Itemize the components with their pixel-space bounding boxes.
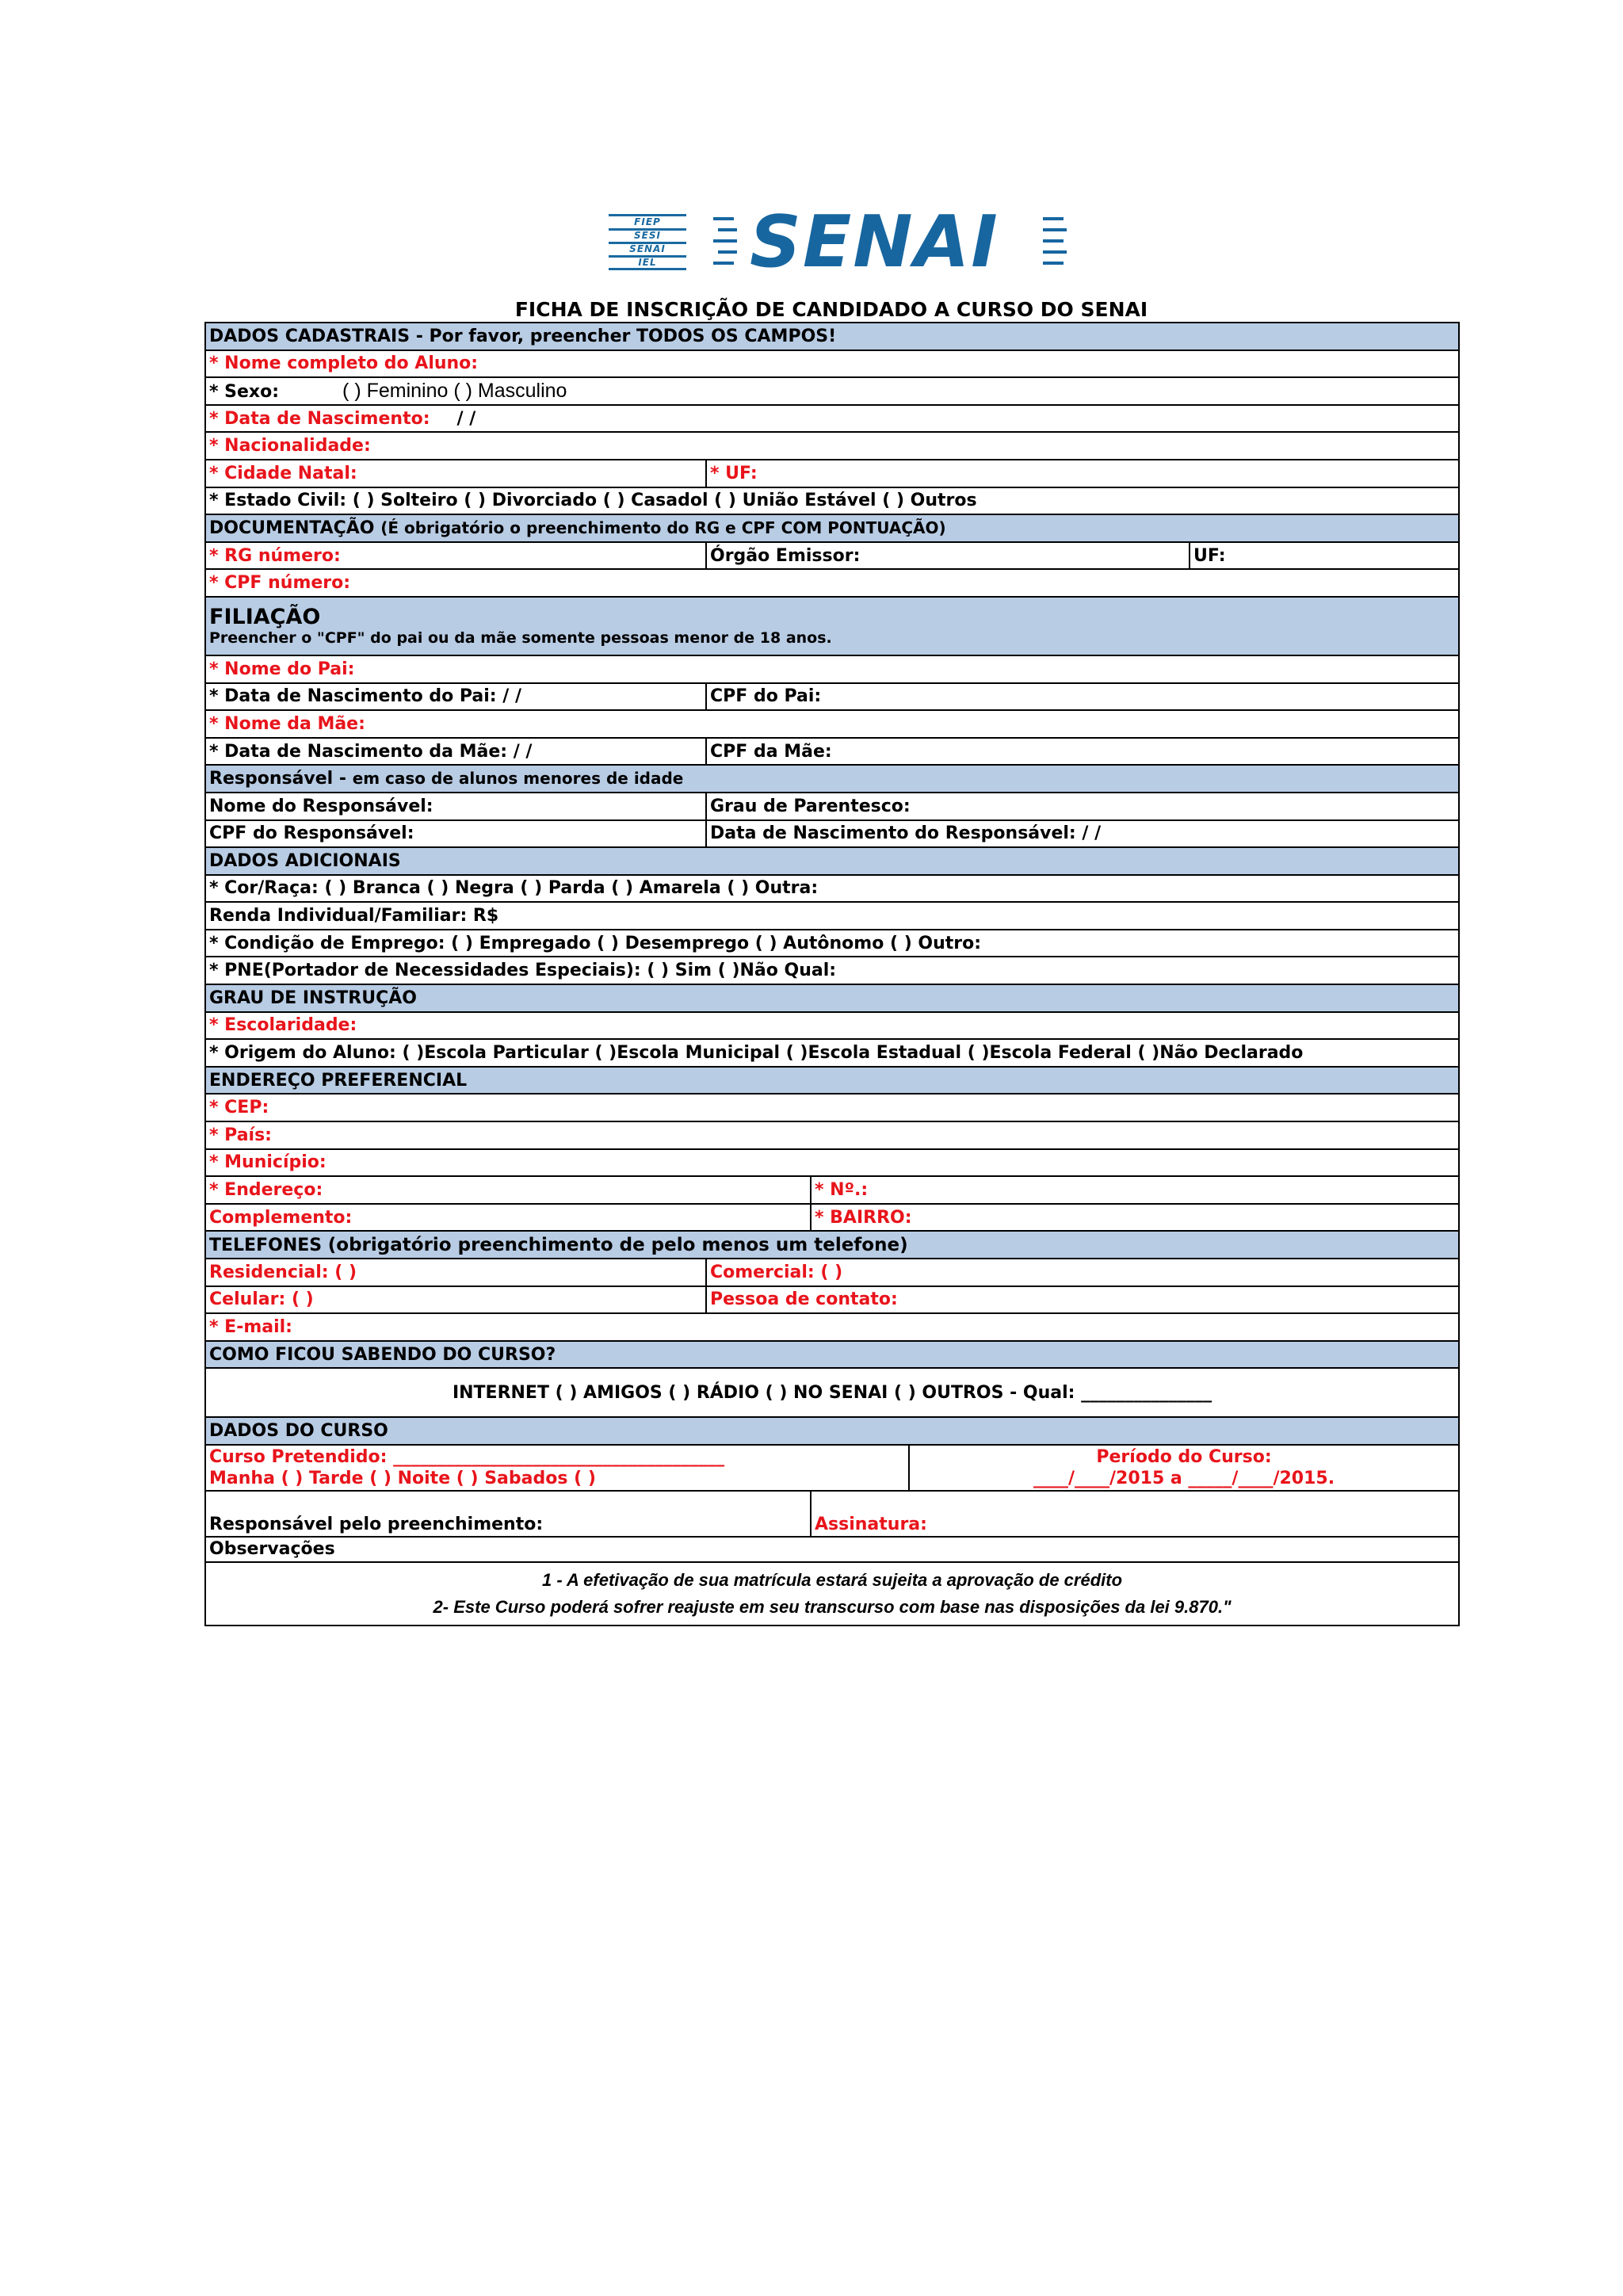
field-nascimento-pai[interactable]: * Data de Nascimento do Pai: / / [205, 683, 706, 711]
form-title: FICHA DE INSCRIÇÃO DE CANDIDADO A CURSO DO SENAI [514, 298, 1148, 321]
field-origem-aluno[interactable]: * Origem do Aluno: ( )Escola Particular ( )Escola Municipal ( )Escola Estadual ( )Escola Federal ( )Não Declarado [205, 1039, 1459, 1067]
note-2: 2- Este Curso poderá sofrer reajuste em seu transcurso com base nas disposições da lei 9.870." [433, 1596, 1232, 1617]
fiep-sesi-senai-iel-logo [609, 214, 686, 269]
field-escolaridade[interactable]: * Escolaridade: [205, 1012, 1459, 1040]
field-municipio[interactable]: * Município: [205, 1149, 1459, 1177]
logo-line-sesi: SESI [634, 230, 661, 241]
field-cpf-pai[interactable]: CPF do Pai: [706, 683, 1459, 711]
field-sexo[interactable] [205, 377, 1459, 405]
field-telefone-celular[interactable]: Celular: ( ) [205, 1286, 706, 1314]
field-data-nascimento[interactable] [205, 405, 1459, 433]
logo-line-senai: SENAI [629, 243, 666, 254]
section-filiacao [205, 597, 1459, 655]
field-pne[interactable]: * PNE(Portador de Necessidades Especiais): ( ) Sim ( )Não Qual: [205, 957, 1459, 984]
filiacao-subtitle: Preencher o "CPF" do pai ou da mãe somente pessoas menor de 18 anos. [209, 628, 832, 647]
field-rg-uf[interactable]: UF: [1190, 542, 1459, 570]
field-pessoa-contato[interactable]: Pessoa de contato: [706, 1286, 1459, 1314]
field-bairro[interactable]: * BAIRRO: [811, 1204, 1459, 1232]
field-cep[interactable]: * CEP: [205, 1094, 1459, 1121]
telefones-note: (obrigatório preenchimento de pelo menos um telefone) [327, 1234, 908, 1255]
section-responsavel [205, 765, 1459, 793]
field-endereco[interactable]: * Endereço: [205, 1176, 811, 1204]
field-orgao-emissor[interactable]: Órgão Emissor: [706, 542, 1190, 570]
field-nacionalidade[interactable]: * Nacionalidade: [205, 432, 1459, 460]
section-dados-curso: DADOS DO CURSO [205, 1417, 1459, 1445]
field-uf[interactable]: * UF: [706, 460, 1459, 487]
field-cpf-mae[interactable]: CPF da Mãe: [706, 738, 1459, 766]
senai-wordmark: SENAI [750, 201, 999, 284]
telefones-title: TELEFONES [209, 1235, 323, 1255]
curso-turnos[interactable]: Manha ( ) Tarde ( ) Noite ( ) Sabados ( ) [209, 1468, 596, 1488]
field-nome-responsavel[interactable]: Nome do Responsável: [205, 793, 706, 820]
documentacao-title: DOCUMENTAÇÃO [209, 518, 375, 538]
field-periodo-curso[interactable] [909, 1445, 1459, 1491]
section-observacoes: Observações [205, 1537, 1459, 1562]
field-grau-parentesco[interactable]: Grau de Parentesco: [706, 793, 1459, 820]
field-pais[interactable]: * País: [205, 1121, 1459, 1149]
documentacao-note: (É obrigatório o preenchimento do RG e CPF COM PONTUAÇÃO) [380, 518, 946, 537]
data-nascimento-label: * Data de Nascimento: [209, 408, 430, 429]
section-dados-cadastrais: DADOS CADASTRAIS - Por favor, preencher TODOS OS CAMPOS! [205, 323, 1459, 350]
field-renda[interactable]: Renda Individual/Familiar: R$ [205, 902, 1459, 930]
field-nome-mae[interactable]: * Nome da Mãe: [205, 710, 1459, 738]
sexo-options[interactable]: ( ) Feminino ( ) Masculino [342, 379, 567, 402]
field-numero[interactable]: * Nº.: [811, 1176, 1459, 1204]
field-rg[interactable]: * RG número: [205, 542, 706, 570]
responsavel-note: em caso de alunos menores de idade [352, 769, 684, 789]
logo-line-fiep: FIEP [634, 216, 661, 227]
field-estado-civil[interactable]: * Estado Civil: ( ) Solteiro ( ) Divorciado ( ) Casadol ( ) União Estável ( ) Outros [205, 487, 1459, 515]
filiacao-title: FILIAÇÃO [209, 604, 321, 629]
logo-line-iel: IEL [638, 257, 657, 268]
section-grau-instrucao: GRAU DE INSTRUÇÃO [205, 984, 1459, 1012]
field-responsavel-preenchimento[interactable]: Responsável pelo preenchimento: [205, 1491, 811, 1537]
field-como-soube-options[interactable]: INTERNET ( ) AMIGOS ( ) RÁDIO ( ) NO SENAI ( ) OUTROS - Qual: _______________ [205, 1368, 1459, 1417]
data-nascimento-slashes: / / [456, 408, 476, 429]
section-telefones [205, 1231, 1459, 1259]
field-cpf-responsavel[interactable]: CPF do Responsável: [205, 820, 706, 848]
field-nome-aluno[interactable]: * Nome completo do Aluno: [205, 350, 1459, 378]
field-telefone-residencial[interactable]: Residencial: ( ) [205, 1259, 706, 1286]
registration-form [204, 322, 1460, 1626]
field-nascimento-mae[interactable]: * Data de Nascimento da Mãe: / / [205, 738, 706, 766]
field-email[interactable]: * E-mail: [205, 1313, 1459, 1341]
field-curso-pretendido[interactable] [205, 1445, 909, 1491]
field-telefone-comercial[interactable]: Comercial: ( ) [706, 1259, 1459, 1286]
section-endereco: ENDEREÇO PREFERENCIAL [205, 1067, 1459, 1095]
field-condicao-emprego[interactable]: * Condição de Emprego: ( ) Empregado ( ) Desemprego ( ) Autônomo ( ) Outro: [205, 930, 1459, 957]
section-como-soube: COMO FICOU SABENDO DO CURSO? [205, 1341, 1459, 1369]
field-nome-pai[interactable]: * Nome do Pai: [205, 655, 1459, 683]
curso-pretendido-label: Curso Pretendido: ______________________________________ [209, 1446, 725, 1467]
periodo-value: ____/____/2015 a _____/____/2015. [1033, 1468, 1335, 1488]
field-complemento[interactable]: Complemento: [205, 1204, 811, 1232]
senai-logo [609, 201, 1071, 284]
responsavel-title: Responsável - [209, 769, 347, 789]
field-nascimento-responsavel[interactable]: Data de Nascimento do Responsável: / / [706, 820, 1459, 848]
field-cor-raca[interactable]: * Cor/Raça: ( ) Branca ( ) Negra ( ) Parda ( ) Amarela ( ) Outra: [205, 875, 1459, 903]
observacoes-notes [205, 1562, 1459, 1626]
field-cidade-natal[interactable]: * Cidade Natal: [205, 460, 706, 487]
field-assinatura[interactable]: Assinatura: [811, 1491, 1459, 1537]
section-dados-adicionais: DADOS ADICIONAIS [205, 847, 1459, 875]
periodo-label: Período do Curso: [1096, 1446, 1272, 1467]
sexo-label: * Sexo: [209, 381, 280, 402]
note-1: 1 - A efetivação de sua matrícula estará sujeita a aprovação de crédito [542, 1569, 1123, 1590]
field-cpf[interactable]: * CPF número: [205, 569, 1459, 597]
section-documentacao [205, 514, 1459, 542]
